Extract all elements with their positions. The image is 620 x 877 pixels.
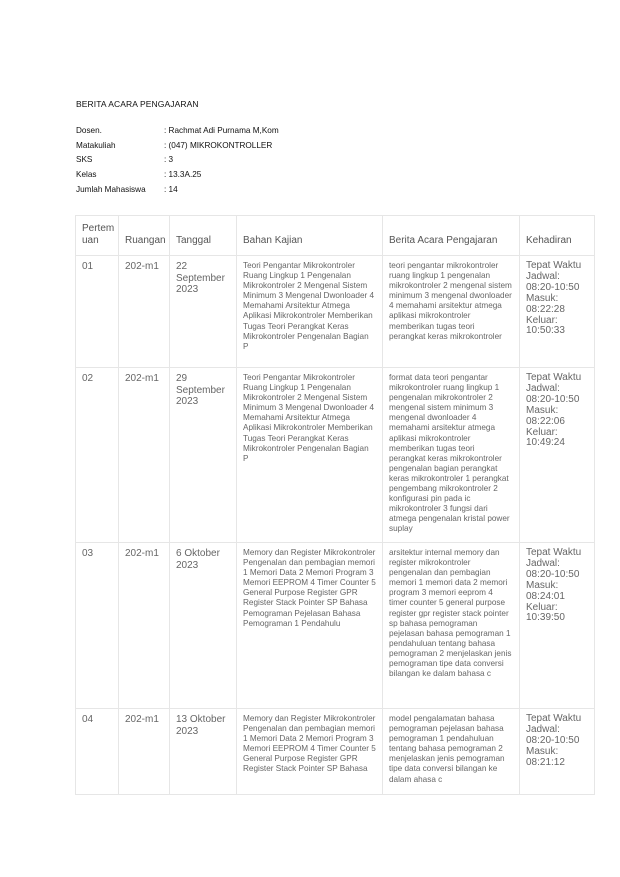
info-value: : (047) MIKROKONTROLLER xyxy=(164,140,273,150)
info-row-dosen xyxy=(76,124,279,139)
attendance-table-wrapper xyxy=(75,215,594,795)
table-row xyxy=(76,256,595,368)
cell-kehadiran: Tepat Waktu Jadwal: 08:20-10:50 Masuk: 08:24:01 Keluar: 10:39:50 xyxy=(520,543,595,709)
info-label: SKS xyxy=(76,155,93,165)
header-pertemuan: Pertem uan xyxy=(76,216,119,256)
info-value: : Rachmat Adi Purnama M,Kom xyxy=(164,126,279,135)
cell-tanggal: 13 Oktober 2023 xyxy=(170,709,237,795)
cell-berita-acara: model pengalamatan bahasa pemograman pejelasan bahasa pemograman 1 pendahuluan tentang bahasa pemograman 2 menjelaskan jenis pemograman tipe data conversi bilangan ke dalam ahasa c xyxy=(383,709,520,795)
cell-pertemuan: 03 xyxy=(76,543,119,709)
cell-kehadiran: Tepat Waktu Jadwal: 08:20-10:50 Masuk: 08:22:06 Keluar: 10:49:24 xyxy=(520,368,595,543)
cell-tanggal: 22 September 2023 xyxy=(170,256,237,368)
course-info xyxy=(76,124,279,198)
cell-pertemuan: 02 xyxy=(76,368,119,543)
header-tanggal: Tanggal xyxy=(170,216,237,256)
info-label: Matakuliah xyxy=(76,140,116,150)
info-label: Dosen. xyxy=(76,126,102,135)
table-header-row xyxy=(76,216,595,256)
cell-ruangan: 202-m1 xyxy=(119,543,170,709)
page-title: BERITA ACARA PENGAJARAN xyxy=(76,99,199,109)
cell-berita-acara: teori pengantar mikrokontroler ruang lingkup 1 pengenalan mikrokontroler 2 mengenal sistem minimum 3 mengenal dwonloader 4 memahami arsitektur atmega aplikasi mikrokontroler memberikan tugas teori perangkat keras mikrokontroler xyxy=(383,256,520,368)
cell-berita-acara: arsitektur internal memory dan register mikrokontroler pengenalan dan pembagian memori 1 memori data 2 memori program 3 memori eeprom 4 timer counter 5 general purpose register gpr register stack pointer sp bahasa pemograman pejelasan bahasa pemograman 1 pendahuluan tentang bahasa pemograman 2 menjelaskan jenis pemograman tipe data conversi bilangan ke dalam bahasa c xyxy=(383,543,520,709)
cell-ruangan: 202-m1 xyxy=(119,368,170,543)
table-row xyxy=(76,368,595,543)
info-value: : 14 xyxy=(164,184,178,194)
cell-ruangan: 202-m1 xyxy=(119,709,170,795)
cell-kehadiran: Tepat Waktu Jadwal: 08:20-10:50 Masuk: 08:22:28 Keluar: 10:50:33 xyxy=(520,256,595,368)
cell-tanggal: 6 Oktober 2023 xyxy=(170,543,237,709)
header-kehadiran: Kehadiran xyxy=(520,216,595,256)
info-label: Jumlah Mahasiswa xyxy=(76,184,146,194)
cell-bahan-kajian: Teori Pengantar Mikrokontroler Ruang Lingkup 1 Pengenalan Mikrokontroler 2 Mengenal Sistem Minimum 3 Mengenal Dwonloader 4 Memahami Arsitektur Atmega Aplikasi Mikrokontroler Memberikan Tugas Teori Perangkat Keras Mikrokontroler Pengenalan Bagian P xyxy=(237,368,383,543)
info-row-kelas xyxy=(76,168,279,183)
cell-berita-acara: format data teori pengantar mikrokontroler ruang lingkup 1 pengenalan mikrokontroler 2 mengenal sistem minimum 3 mengenal dwonloader 4 memahami arsitektur atmega aplikasi mikrokontroler memberikan tugas teori perangkat keras mikrokontroler pengenalan bagian perangkat keras mikrokontroler 1 perangkat pengembang mikrokontroler 2 konfigurasi pin pada ic mikrokontroler 3 fungsi dari atmega pengenalan kristal power suplay xyxy=(383,368,520,543)
info-label: Kelas xyxy=(76,170,97,180)
cell-kehadiran: Tepat Waktu Jadwal: 08:20-10:50 Masuk: 08:21:12 xyxy=(520,709,595,795)
info-row-jumlah-mahasiswa xyxy=(76,183,279,198)
cell-bahan-kajian: Teori Pengantar Mikrokontroler Ruang Lingkup 1 Pengenalan Mikrokontroler 2 Mengenal Sistem Minimum 3 Mengenal Dwonloader 4 Memahami Arsitektur Atmega Aplikasi Mikrokontroler Memberikan Tugas Teori Perangkat Keras Mikrokontroler Pengenalan Bagian P xyxy=(237,256,383,368)
header-berita-acara: Berita Acara Pengajaran xyxy=(383,216,520,256)
info-row-matakuliah xyxy=(76,139,279,154)
cell-tanggal: 29 September 2023 xyxy=(170,368,237,543)
cell-pertemuan: 04 xyxy=(76,709,119,795)
cell-pertemuan: 01 xyxy=(76,256,119,368)
cell-ruangan: 202-m1 xyxy=(119,256,170,368)
cell-bahan-kajian: Memory dan Register Mikrokontroler Pengenalan dan pembagian memori 1 Memori Data 2 Memori Program 3 Memori EEPROM 4 Timer Counter 5 General Purpose Register GPR Register Stack Pointer SP Bahasa Pemograman Pejelasan Bahasa Pemograman 1 Pendahulu xyxy=(237,543,383,709)
info-row-sks xyxy=(76,153,279,168)
cell-bahan-kajian: Memory dan Register Mikrokontroler Pengenalan dan pembagian memori 1 Memori Data 2 Memori Program 3 Memori EEPROM 4 Timer Counter 5 General Purpose Register GPR Register Stack Pointer SP Bahasa xyxy=(237,709,383,795)
table-row xyxy=(76,543,595,709)
header-bahan-kajian: Bahan Kajian xyxy=(237,216,383,256)
header-ruangan: Ruangan xyxy=(119,216,170,256)
table-row xyxy=(76,709,595,795)
info-value: : 13.3A.25 xyxy=(164,170,202,180)
info-value: : 3 xyxy=(164,155,174,165)
attendance-table xyxy=(75,215,595,795)
